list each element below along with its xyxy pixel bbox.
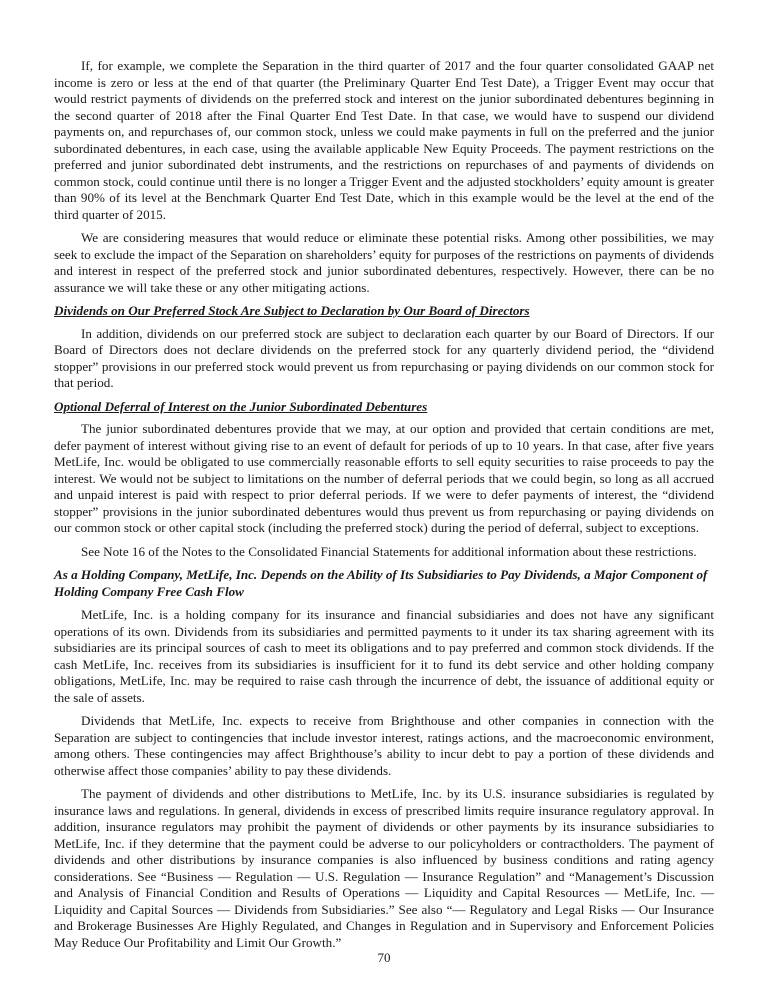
paragraph-brighthouse-dividends: Dividends that MetLife, Inc. expects to receive from Brighthouse and other companies in connection with the Separation are subject to contingencies that include investor interest, ratings actions, and the macroeconomic environment, among others. These contingencies may affect Brighthouse’s ability to incur debt to pay a portion of these dividends and otherwise affect those companies’ ability to pay these dividends. <box>54 713 714 778</box>
heading-optional-deferral: Optional Deferral of Interest on the Junior Subordinated Debentures <box>54 398 428 414</box>
paragraph-note-reference: See Note 16 of the Notes to the Consolidated Financial Statements for additional information about these restrictions. <box>81 543 697 559</box>
heading-preferred-stock-dividends: Dividends on Our Preferred Stock Are Subject to Declaration by Our Board of Directors <box>54 303 530 318</box>
heading-holding-company: As a Holding Company, MetLife, Inc. Depends on the Ability of Its Subsidiaries to Pay Dividends, a Major Component of Holding Company Free Cash Flow <box>54 567 708 599</box>
paragraph-insurance-regulation: The payment of dividends and other distributions to MetLife, Inc. by its U.S. insurance subsidiaries is regulated by insurance laws and regulations. In general, dividends in excess of prescribed limits require insurance regulatory approval. In addition, insurance regulators may prohibit the payment of dividends or other payments by its insurance subsidiaries to MetLife, Inc. if they determine that the payment could be adverse to our policyholders or contractholders. The payment of dividends and other distributions by insurance companies is also influenced by business conditions and rating agency considerations. See “Business — Regulation — U.S. Regulation — Insurance Regulation” and “Management’s Discussion and Analysis of Financial Condition and Results of Operations — Liquidity and Capital Resources — MetLife, Inc. — Liquidity and Capital Sources — Dividends from Subsidiaries.” See also “— Regulatory and Legal Risks — Our Insurance and Brokerage Businesses Are Highly Regulated, and Changes in Regulation and in Supervisory and Enforcement Policies May Reduce Our Profitability and Limit Our Growth.” <box>54 786 714 950</box>
paragraph-trigger-event-example: If, for example, we complete the Separation in the third quarter of 2017 and the four quarter consolidated GAAP net income is zero or less at the end of that quarter (the Preliminary Quarter End Test Date), a Trigger Event may occur that would restrict payments of dividends on the preferred stock and interest on the junior subordinated debentures beginning in the second quarter of 2018 after the Final Quarter End Test Date. In that case, we would have to suspend our dividend payments on, and repurchases of, our common stock, unless we could make payments in full on the preferred and the junior subordinated debentures, in each case, using the available applicable New Equity Proceeds. The payment restrictions on the preferred and junior subordinated debt instruments, and the restrictions on repurchases of and payments of dividends on common stock, could continue until there is no longer a Trigger Event and the adjusted stockholders’ equity amount is greater than 90% of its level at the Benchmark Quarter End Test Date, which in this example would be the level at the end of the third quarter of 2015. <box>54 58 714 222</box>
document-page <box>54 58 714 958</box>
paragraph-mitigating-measures: We are considering measures that would reduce or eliminate these potential risks. Among other possibilities, we may seek to exclude the impact of the Separation on shareholders’ equity for purposes of the restrictions on payments of dividends and interest in respect of the preferred stock and junior subordinated debentures, respectively. However, there can be no assurance we will take these or any other mitigating actions. <box>54 230 714 295</box>
paragraph-deferral-terms: The junior subordinated debentures provide that we may, at our option and provided that certain conditions are met, defer payment of interest without giving rise to an event of default for periods of up to 10 years. In that case, after five years MetLife, Inc. would be obligated to use commercially reasonable efforts to sell equity securities to raise proceeds to pay the interest. We would not be subject to limitations on the number of deferral periods that we could begin, so long as all accrued and unpaid interest is paid with respect to prior deferral periods. If we were to defer payments of interest, the “dividend stopper” provisions in the junior subordinated debentures would thus prevent us from repurchasing or paying dividends on our common stock or other capital stock (including the preferred stock) during the period of deferral, subject to exceptions. <box>54 421 714 535</box>
paragraph-board-declaration: In addition, dividends on our preferred stock are subject to declaration each quarter by our Board of Directors. If our Board of Directors does not declare dividends on the preferred stock for any quarterly dividend period, the “dividend stopper” provisions in our preferred stock would prevent us from repurchasing or paying dividends on our common stock for that period. <box>54 325 714 390</box>
paragraph-holding-company-overview: MetLife, Inc. is a holding company for its insurance and financial subsidiaries and does not have any significant operations of its own. Dividends from its subsidiaries and permitted payments to it under its tax sharing agreement with its subsidiaries are its principal sources of cash to meet its obligations and to pay preferred and common stock dividends. If the cash MetLife, Inc. receives from its subsidiaries is insufficient for it to fund its debt service and other holding company obligations, MetLife, Inc. may be required to raise cash through the incurrence of debt, the issuance of additional equity or the sale of assets. <box>54 607 714 705</box>
page-number: 70 <box>377 950 391 965</box>
